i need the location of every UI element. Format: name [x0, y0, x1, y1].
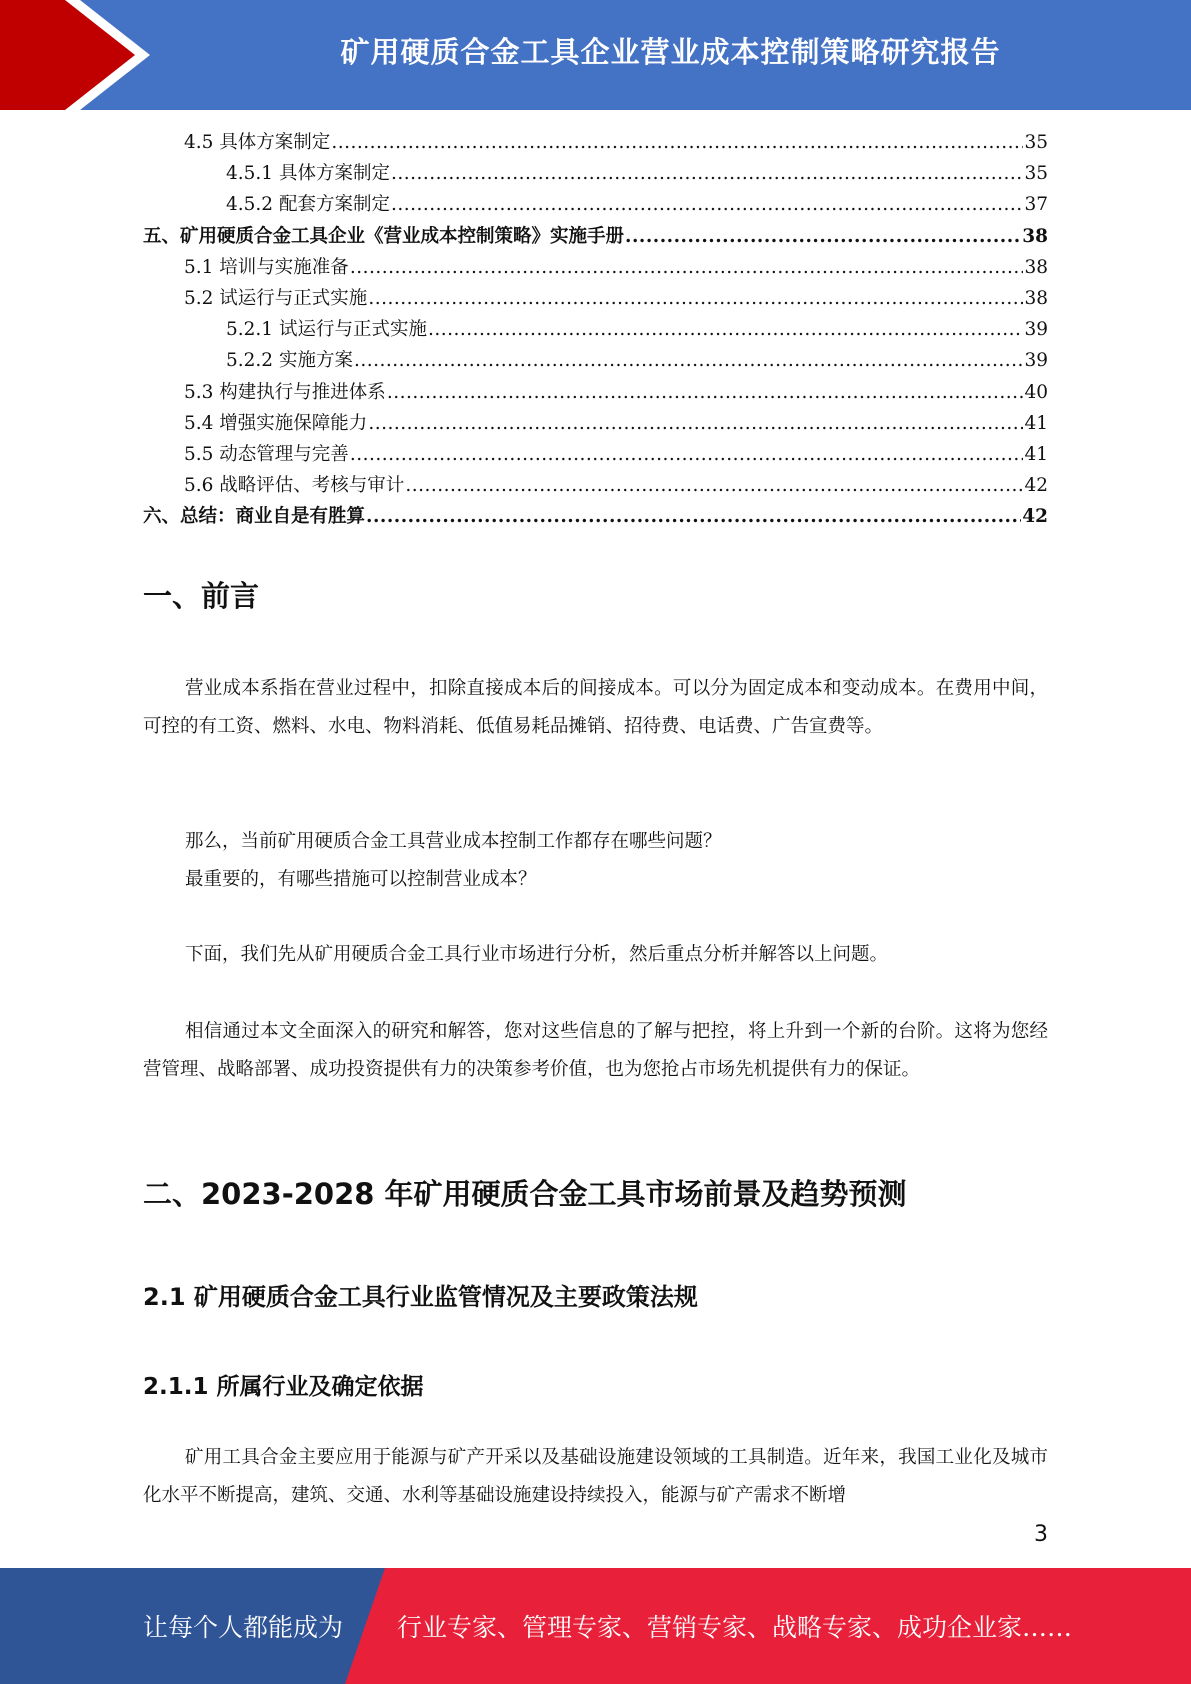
toc-entry-page: 37: [1024, 194, 1048, 216]
paragraph: [143, 936, 1048, 974]
foreword-paragraph-3: 最重要的，有哪些措施可以控制营业成本？: [185, 869, 537, 890]
foreword-paragraph-2: 那么，当前矿用硬质合金工具营业成本控制工作都存在哪些问题？: [185, 831, 722, 852]
toc-dot-leader: [391, 163, 1023, 184]
toc-dot-leader: [428, 319, 1023, 340]
subsection-2-1-1: [143, 1368, 1048, 1401]
toc-entry-title: 5.2 试运行与正式实施: [184, 287, 368, 309]
foreword-paragraph-1: 营业成本系指在营业过程中，扣除直接成本后的间接成本。可以分为固定成本和变动成本。在费用中间，可控的有工资、燃料、水电、物料消耗、低值易耗品摊销、招待费、电话费、广告宣费等。: [143, 678, 1048, 737]
page-number: 3: [1034, 1522, 1048, 1547]
toc-entry-page: 41: [1024, 412, 1048, 434]
toc-entry[interactable]: [143, 284, 1048, 315]
toc-entry-page: 39: [1024, 350, 1048, 372]
toc-entry[interactable]: [143, 440, 1048, 471]
toc-entry-title: 4.5.1 具体方案制定: [226, 163, 390, 185]
toc-entry-title: 5.3 构建执行与推进体系: [184, 381, 386, 403]
section-foreword: [143, 574, 1048, 615]
toc-entry-page: 42: [1022, 506, 1048, 528]
table-of-contents: [143, 128, 1048, 533]
toc-entry-title: 4.5.2 配套方案制定: [226, 194, 390, 216]
toc-entry[interactable]: [143, 502, 1048, 533]
toc-dot-leader: [368, 413, 1023, 434]
toc-dot-leader: [331, 132, 1023, 153]
toc-entry-page: 41: [1024, 443, 1048, 465]
toc-dot-leader: [405, 475, 1023, 496]
toc-entry[interactable]: [143, 128, 1048, 159]
foreword-paragraph-5: 相信通过本文全面深入的研究和解答，您对这些信息的了解与把控，将上升到一个新的台阶。这将为您经营管理、战略部署、成功投资提供有力的决策参考价值，也为您抢占市场先机提供有力的保证。: [143, 1021, 1048, 1080]
toc-entry[interactable]: [143, 315, 1048, 346]
toc-entry-page: 39: [1024, 319, 1048, 341]
paragraph: [143, 1439, 1048, 1515]
toc-entry[interactable]: [143, 471, 1048, 502]
page-footer: [0, 1568, 1191, 1684]
toc-entry[interactable]: [143, 253, 1048, 284]
toc-entry[interactable]: [143, 409, 1048, 440]
toc-entry-page: 40: [1024, 381, 1048, 403]
toc-dot-leader: [354, 350, 1024, 371]
toc-dot-leader: [391, 194, 1023, 215]
footer-slogan-right: 行业专家、管理专家、营销专家、战略专家、成功企业家……: [397, 1613, 1073, 1642]
paragraph: [143, 670, 1048, 746]
toc-entry-title: 5.2.1 试运行与正式实施: [226, 319, 427, 341]
paragraph: [143, 1013, 1048, 1089]
toc-entry-title: 五、矿用硬质合金工具企业《营业成本控制策略》实施手册: [143, 225, 625, 247]
subsection-heading: 2.1.1 所属行业及确定依据: [143, 1374, 424, 1400]
toc-entry[interactable]: [143, 222, 1048, 253]
section-heading: 一、前言: [143, 579, 260, 613]
toc-entry-page: 38: [1022, 225, 1048, 247]
toc-entry[interactable]: [143, 346, 1048, 377]
toc-dot-leader: [350, 444, 1024, 465]
toc-entry-page: 38: [1024, 256, 1048, 278]
subsection-2-1: [143, 1277, 1048, 1312]
toc-entry-title: 5.6 战略评估、考核与审计: [184, 475, 405, 497]
toc-dot-leader: [387, 382, 1024, 403]
toc-entry-page: 35: [1024, 132, 1048, 153]
toc-entry[interactable]: [143, 159, 1048, 190]
toc-entry[interactable]: [143, 378, 1048, 409]
toc-dot-leader: [366, 506, 1021, 527]
industry-paragraph-1: 矿用工具合金主要应用于能源与矿产开采以及基础设施建设领域的工具制造。近年来，我国工业化及城市化水平不断提高，建筑、交通、水利等基础设施建设持续投入，能源与矿产需求不断增: [143, 1447, 1048, 1506]
page-header: [0, 0, 1191, 110]
toc-entry-page: 42: [1024, 475, 1048, 497]
section-market-outlook: [143, 1172, 1048, 1213]
toc-entry-title: 5.1 培训与实施准备: [184, 256, 349, 278]
toc-entry-page: 35: [1024, 163, 1048, 185]
subsection-heading: 2.1 矿用硬质合金工具行业监管情况及主要政策法规: [143, 1283, 698, 1311]
report-title: 矿用硬质合金工具企业营业成本控制策略研究报告: [340, 34, 1001, 69]
toc-entry-title: 4.5 具体方案制定: [184, 132, 331, 153]
toc-dot-leader: [350, 257, 1024, 278]
toc-dot-leader: [368, 288, 1023, 309]
toc-entry[interactable]: [143, 190, 1048, 221]
toc-entry-page: 38: [1024, 287, 1048, 309]
toc-dot-leader: [625, 226, 1021, 247]
section-heading: 二、2023-2028 年矿用硬质合金工具市场前景及趋势预测: [143, 1177, 907, 1211]
toc-entry-title: 5.2.2 实施方案: [226, 350, 353, 372]
toc-entry-title: 六、总结：商业自是有胜算: [143, 506, 366, 528]
toc-entry-title: 5.4 增强实施保障能力: [184, 412, 368, 434]
paragraph: [143, 823, 1048, 899]
footer-slogan-left: 让每个人都能成为: [143, 1613, 344, 1642]
toc-entry-title: 5.5 动态管理与完善: [184, 443, 349, 465]
foreword-paragraph-4: 下面，我们先从矿用硬质合金工具行业市场进行分析，然后重点分析并解答以上问题。: [185, 944, 889, 965]
